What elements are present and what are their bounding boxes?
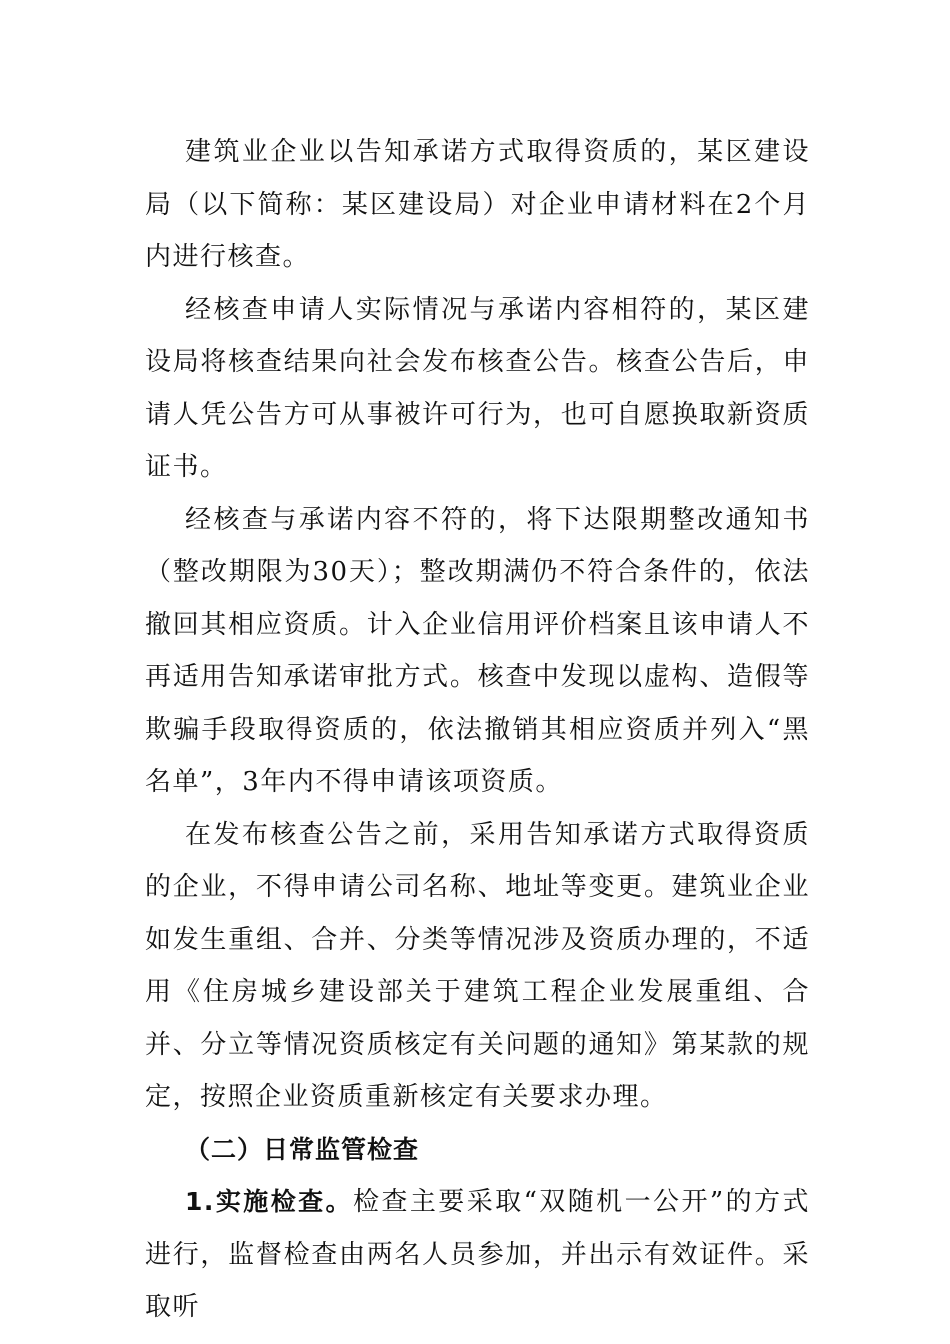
item-1-text: 检查主要采取“双随机一公开”的方式进行，监督检查由两名人员参加，并出示有效证件。采取听 bbox=[145, 1187, 810, 1322]
paragraph-verification-match: 经核查申请人实际情况与承诺内容相符的，某区建设局将核查结果向社会发布核查公告。核查公告后，申请人凭公告方可从事被许可行为，也可自愿换取新资质证书。 bbox=[145, 294, 810, 482]
paragraph-before-announcement: 在发布核查公告之前，采用告知承诺方式取得资质的企业，不得申请公司名称、地址等变更。建筑业企业如发生重组、合并、分类等情况涉及资质办理的，不适用《住房城乡建设部关于建筑工程企业发展重组、合并、分立等情况资质核定有关问题的通知》第某款的规定，按照企业资质重新核定有关要求办理。 bbox=[145, 819, 810, 1112]
document-body bbox=[145, 126, 810, 1334]
paragraph-verification-mismatch: 经核查与承诺内容不符的，将下达限期整改通知书（整改期限为30天）；整改期满仍不符合条件的，依法撤回其相应资质。计入企业信用评价档案且该申请人不再适用告知承诺审批方式。核查中发现以虚构、造假等欺骗手段取得资质的，依法撤销其相应资质并列入“黑名单”，3年内不得申请该项资质。 bbox=[145, 504, 810, 797]
section-heading: （二）日常监管检查 bbox=[185, 1134, 420, 1164]
paragraph-item-1 bbox=[145, 1176, 810, 1334]
paragraph-verification-period: 建筑业企业以告知承诺方式取得资质的，某区建设局（以下简称：某区建设局）对企业申请材料在2个月内进行核查。 bbox=[145, 137, 810, 272]
item-1-lead: 1.实施检查。 bbox=[185, 1187, 353, 1216]
